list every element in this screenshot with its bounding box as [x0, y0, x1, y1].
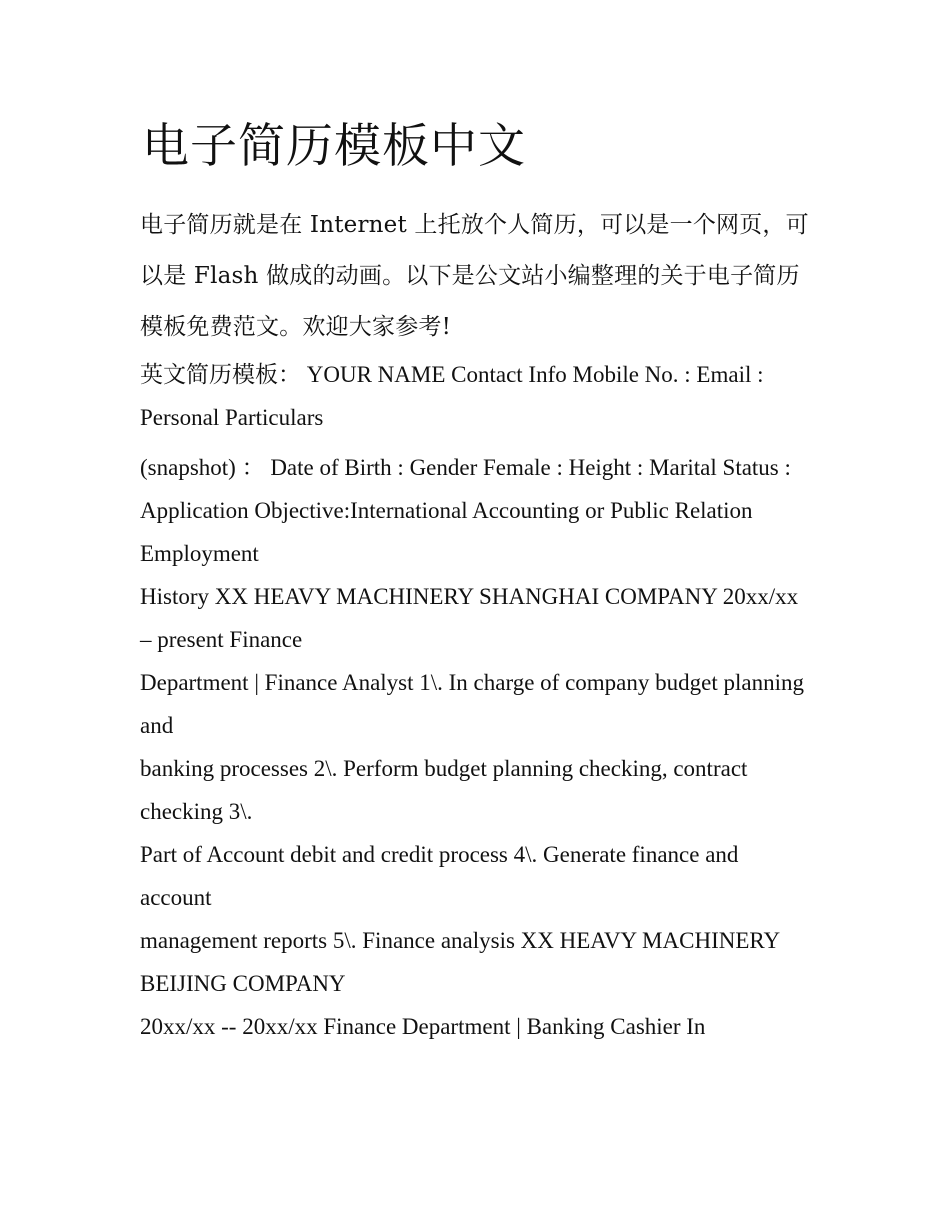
document-body — [140, 200, 812, 1048]
resume-line-2: (snapshot) ： Date of Birth : Gender Female : Height : Marital Status : — [140, 455, 791, 480]
resume-line-9: 20xx/xx -- 20xx/xx Finance Department | Banking Cashier In — [140, 1014, 706, 1039]
resume-line-5: Department | Finance Analyst 1\. In charge of company budget planning and — [140, 670, 804, 738]
resume-line-3: Application Objective:International Accounting or Public Relation Employment — [140, 498, 753, 566]
resume-line-7: Part of Account debit and credit process 4\. Generate finance and account — [140, 842, 739, 910]
resume-line-6: banking processes 2\. Perform budget planning checking, contract checking 3\. — [140, 756, 748, 824]
document-title: 电子简历模板中文 — [142, 119, 526, 174]
resume-line-1: 英文简历模板： YOUR NAME Contact Info Mobile No. : Email : Personal Particulars — [140, 362, 764, 430]
resume-line-8: management reports 5\. Finance analysis XX HEAVY MACHINERY BEIJING COMPANY — [140, 928, 780, 996]
intro-paragraph: 电子简历就是在 Internet 上托放个人简历，可以是一个网页，可以是 Flash 做成的动画。以下是公文站小编整理的关于电子简历模板免费范文。欢迎大家参考! — [140, 212, 809, 340]
resume-line-4: History XX HEAVY MACHINERY SHANGHAI COMPANY 20xx/xx – present Finance — [140, 584, 799, 652]
